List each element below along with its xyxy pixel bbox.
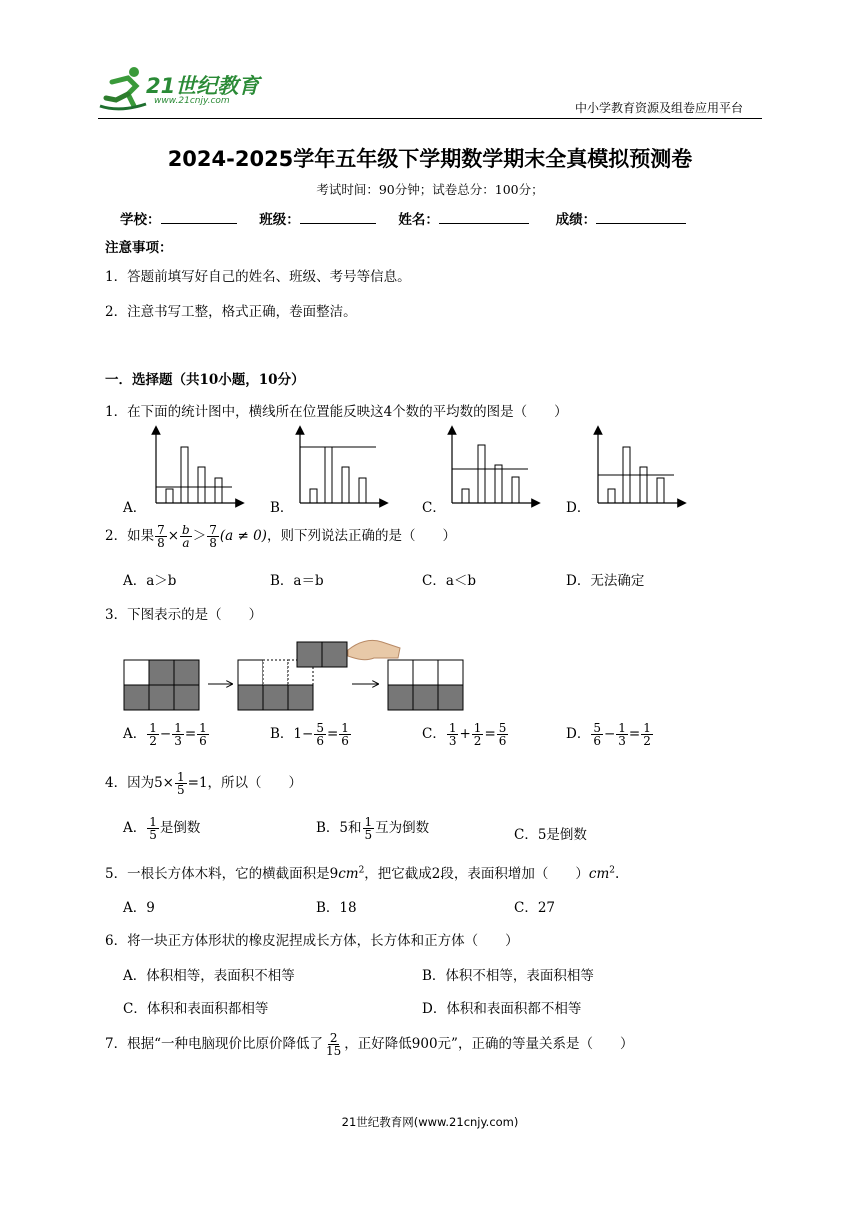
header-rule — [98, 118, 762, 119]
rectangle-three — [388, 660, 463, 710]
q1-option-a[interactable]: A． — [123, 500, 147, 516]
q6-option-a[interactable]: A．体积相等，表面积不相等 — [123, 968, 295, 984]
info-line — [120, 208, 686, 228]
notice-item-2: 2．注意书写工整，格式正确，卷面整洁。 — [105, 304, 357, 320]
platform-text: 中小学教育资源及组卷应用平台 — [575, 101, 744, 115]
q2-option-c[interactable]: C．a＜b — [422, 573, 477, 589]
q5-option-b[interactable]: B．18 — [316, 900, 357, 916]
logo-text: 21世纪教育 — [146, 74, 260, 98]
page-subtitle: 考试时间：90分钟；试卷总分：100分； — [316, 182, 544, 197]
question-2-text: 2．如果 $\frac{7}{8}$ × $\frac{b}{a}$ ＞ $\frac{7}{8}$ (a ≠ 0)，则下列说法正确的是（ ） — [105, 523, 456, 550]
q4-option-c[interactable]: C．5是倒数 — [514, 827, 587, 843]
question-6-text: 6．将一块正方体形状的橡皮泥捏成长方体，长方体和正方体（ ） — [105, 933, 519, 949]
chart-c[interactable] — [452, 430, 536, 503]
class-label: 班级： — [259, 212, 300, 228]
question-1-text: 1．在下面的统计图中，横线所在位置能反映这4个数的平均数的图是（ ） — [105, 404, 568, 420]
logo-url: www.21cnjy.com — [154, 96, 230, 106]
school-field[interactable] — [161, 223, 237, 224]
question-5-text: 5．一根长方体木料，它的横截面积是$9cm^2$，把它截成2段，表面积增加（ ）$cm^2$. — [105, 865, 620, 882]
name-label: 姓名： — [398, 212, 439, 228]
q2-option-a[interactable]: A．a＞b — [123, 573, 177, 589]
q3-option-b[interactable]: B．1− $\frac{5}{6}$ = $\frac{1}{6}$ — [270, 721, 349, 748]
question-7-text: 7．根据“一种电脑现价比原价降低了 $\frac{2}{15}$ ，正好降低900元”，正确的等量关系是（ ） — [105, 1031, 634, 1058]
chart-d[interactable] — [598, 430, 682, 503]
score-label: 成绩： — [555, 212, 597, 228]
chart-a[interactable] — [156, 430, 240, 503]
rectangle-two — [238, 640, 400, 710]
q6-option-c[interactable]: C．体积和表面积都相等 — [123, 1001, 269, 1017]
q3-option-c[interactable]: C． $\frac{1}{3}$ + $\frac{1}{2}$ = $\frac{5}{6}$ — [422, 721, 507, 748]
q1-option-c[interactable]: C． — [422, 500, 446, 516]
chart-b[interactable] — [300, 430, 384, 503]
hand-icon — [348, 640, 400, 659]
fraction: $\frac{7}{8}$ — [157, 523, 165, 550]
question-3-diagram — [120, 628, 500, 718]
rectangle-one — [124, 660, 199, 710]
fraction: $\frac{b}{a}$ — [182, 523, 190, 550]
q2-option-b[interactable]: B．a＝b — [270, 573, 324, 589]
school-label: 学校： — [120, 212, 161, 228]
name-field[interactable] — [439, 223, 529, 224]
runner-logo-icon — [98, 64, 148, 112]
question-4-text: 4．因为5× $\frac{1}{5}$ =1，所以（ ） — [105, 770, 303, 797]
q1-option-d[interactable]: D． — [566, 500, 591, 516]
page-title: 2024-2025学年五年级下学期数学期末全真模拟预测卷 — [167, 147, 693, 171]
fraction: $\frac{7}{8}$ — [209, 523, 217, 550]
class-field[interactable] — [300, 223, 376, 224]
notice-title: 注意事项： — [105, 240, 173, 256]
q5-option-a[interactable]: A．9 — [123, 900, 155, 916]
page-footer: 21世纪教育网(www.21cnjy.com) — [341, 1115, 519, 1129]
q4-option-b[interactable]: B．5和 $\frac{1}{5}$ 互为倒数 — [316, 815, 430, 842]
q5-option-c[interactable]: C．27 — [514, 900, 556, 916]
q4-option-a[interactable]: A． $\frac{1}{5}$ 是倒数 — [123, 815, 201, 842]
q1-option-b[interactable]: B． — [270, 500, 294, 516]
section-heading: 一．选择题（共10小题，10分） — [105, 372, 305, 388]
q2-option-d[interactable]: D．无法确定 — [566, 573, 645, 589]
q6-option-b[interactable]: B．体积不相等，表面积相等 — [422, 968, 594, 984]
q6-option-d[interactable]: D．体积和表面积都不相等 — [422, 1001, 582, 1017]
q3-option-a[interactable]: A． $\frac{1}{2}$ − $\frac{1}{3}$ = $\frac{1}{6}$ — [123, 721, 207, 748]
notice-item-1: 1．答题前填写好自己的姓名、班级、考号等信息。 — [105, 269, 411, 285]
q3-option-d[interactable]: D． $\frac{5}{6}$ − $\frac{1}{3}$ = $\frac{1}{2}$ — [566, 721, 651, 748]
question-3-text: 3．下图表示的是（ ） — [105, 607, 263, 623]
score-field[interactable] — [596, 223, 686, 224]
header-logo — [98, 62, 268, 114]
